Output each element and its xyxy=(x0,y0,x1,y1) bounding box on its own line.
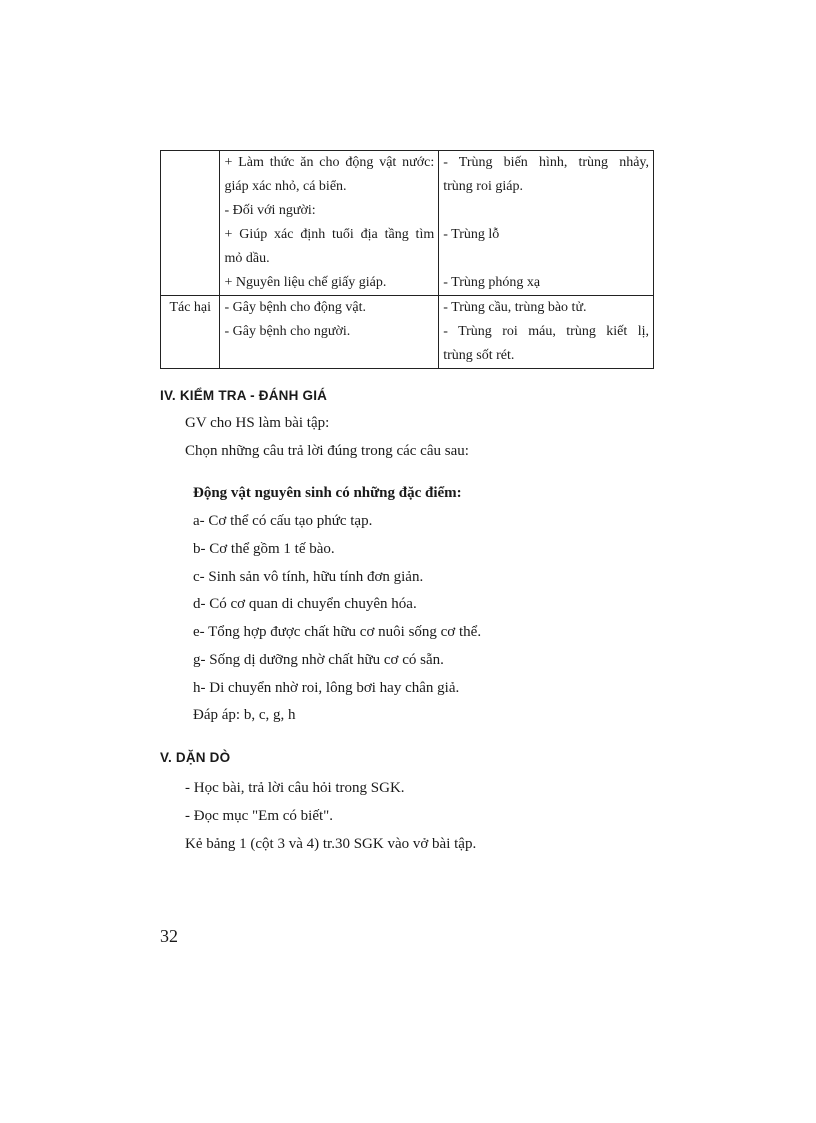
section-4-instruction: Chọn những câu trả lời đúng trong các câu sau: xyxy=(185,443,469,459)
table-line: trùng sốt rét. xyxy=(443,348,515,363)
table-cell-category: Tác hại xyxy=(161,296,220,369)
table-row xyxy=(161,151,654,296)
table-line: + Làm thức ăn cho động vật nước: xyxy=(224,155,435,170)
table-line: - Gây bệnh cho người. xyxy=(224,324,351,339)
quiz-option-b: b- Cơ thể gồm 1 tế bào. xyxy=(193,541,335,557)
table-line xyxy=(443,199,649,223)
quiz-answer: Đáp áp: b, c, g, h xyxy=(193,707,296,723)
table-row xyxy=(161,296,654,369)
protozoa-role-table xyxy=(160,150,654,369)
quiz-option-g: g- Sống dị dưỡng nhờ chất hữu cơ có sẵn. xyxy=(193,652,444,668)
table-cell-benefits xyxy=(220,151,439,296)
quiz-option-c: c- Sinh sản vô tính, hữu tính đơn giản. xyxy=(193,569,424,585)
quiz-option-d: d- Có cơ quan di chuyển chuyên hóa. xyxy=(193,596,417,612)
section-5-heading: V. DẶN DÒ xyxy=(160,750,231,765)
page-number: 32 xyxy=(160,926,178,946)
homework-item: - Đọc mục "Em có biết". xyxy=(185,808,334,824)
table-line: + Giúp xác định tuổi địa tầng tìm xyxy=(224,227,435,242)
table-line: mỏ dầu. xyxy=(224,251,270,266)
table-line: - Gây bệnh cho động vật. xyxy=(224,300,366,315)
table-cell-category xyxy=(161,151,220,296)
table-line: - Trùng roi máu, trùng kiết lị, xyxy=(443,324,649,339)
table-cell-examples xyxy=(439,151,654,296)
table-line: + Nguyên liệu chế giấy giáp. xyxy=(224,275,387,290)
table-line: trùng roi giáp. xyxy=(443,179,523,194)
homework-item: Kẻ bảng 1 (cột 3 và 4) tr.30 SGK vào vở bài tập. xyxy=(185,836,477,852)
table-line: - Trùng phóng xạ xyxy=(443,275,541,290)
table-line: - Đối với người: xyxy=(224,203,316,218)
table-line: giáp xác nhỏ, cá biển. xyxy=(224,179,347,194)
quiz-option-h: h- Di chuyển nhờ roi, lông bơi hay chân giả. xyxy=(193,680,460,696)
table-line: - Trùng biến hình, trùng nhảy, xyxy=(443,155,649,170)
quiz-option-a: a- Cơ thể có cấu tạo phức tạp. xyxy=(193,513,373,529)
table-line: - Trùng lỗ xyxy=(443,227,500,242)
quiz-option-e: e- Tổng hợp được chất hữu cơ nuôi sống cơ thể. xyxy=(193,624,482,640)
table-cell-harms xyxy=(220,296,439,369)
homework-item: - Học bài, trả lời câu hỏi trong SGK. xyxy=(185,780,405,796)
table-line xyxy=(443,247,649,271)
table-line: - Trùng cầu, trùng bào tử. xyxy=(443,300,587,315)
section-4-intro: GV cho HS làm bài tập: xyxy=(185,415,330,431)
quiz-question: Động vật nguyên sinh có những đặc điểm: xyxy=(193,485,462,501)
table-cell-examples xyxy=(439,296,654,369)
section-4-heading: IV. KIỂM TRA - ĐÁNH GIÁ xyxy=(160,388,328,403)
